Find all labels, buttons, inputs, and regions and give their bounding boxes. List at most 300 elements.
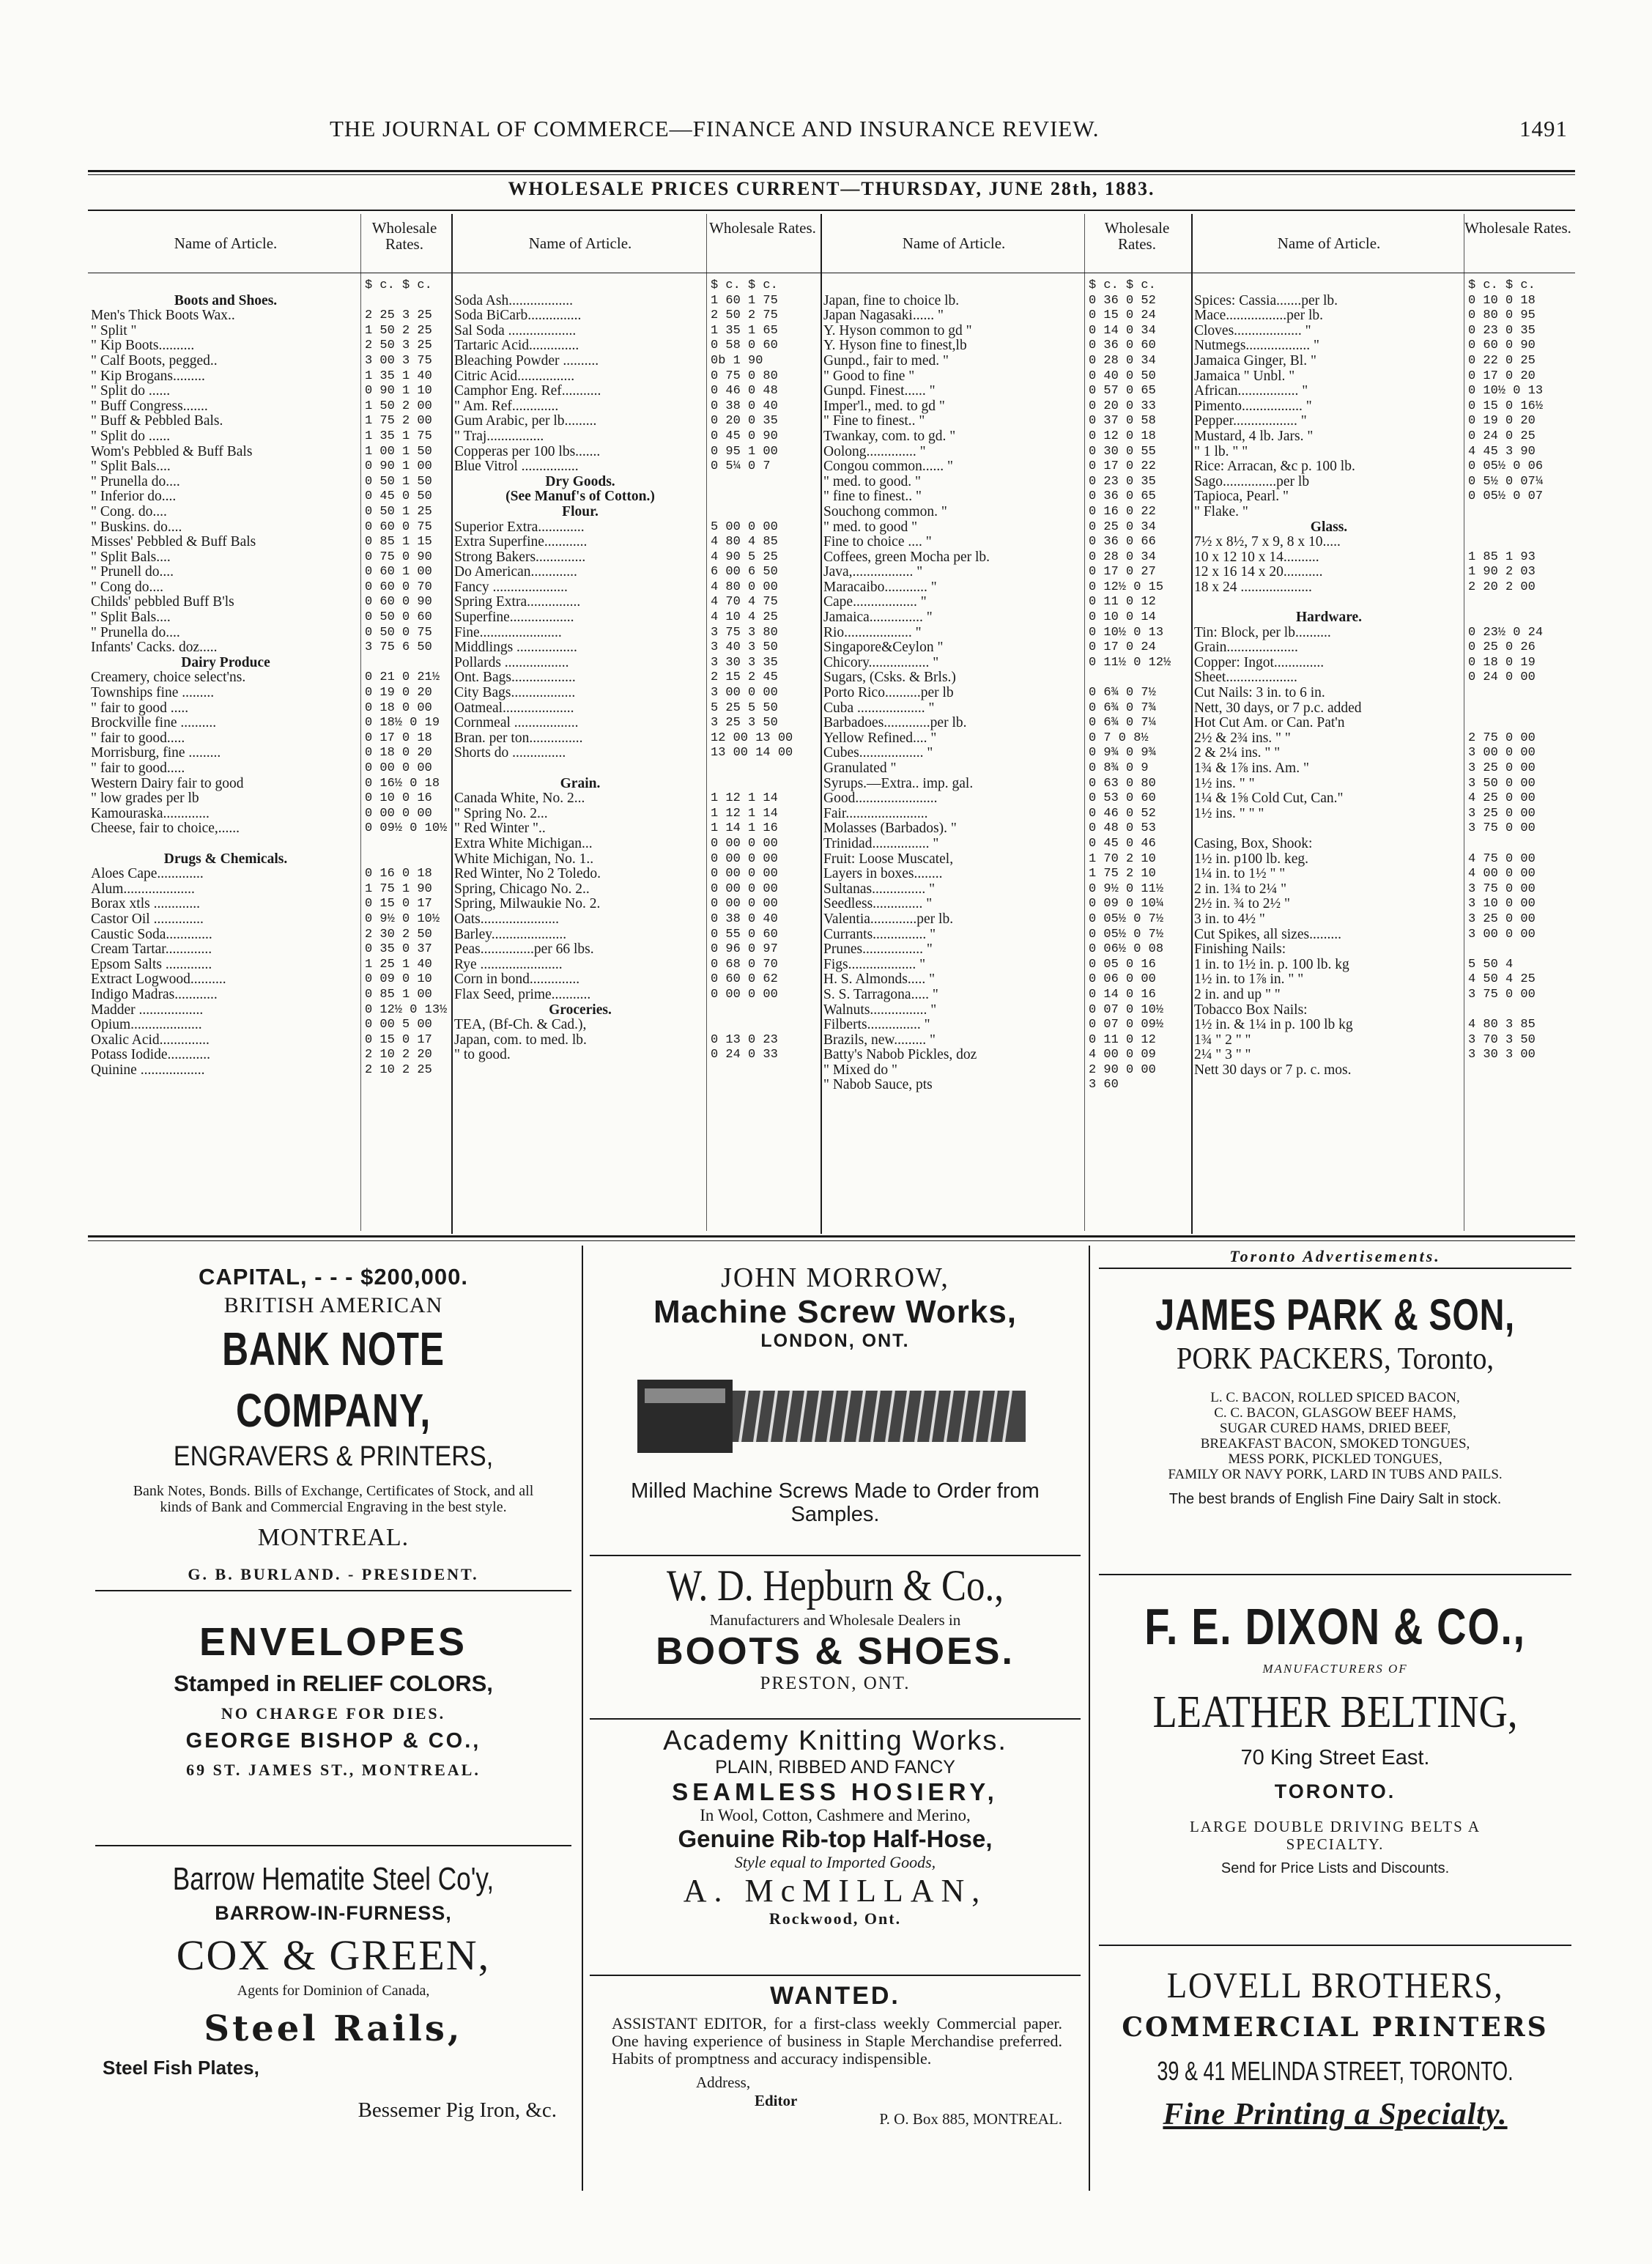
price-row — [91, 897, 448, 912]
ad-separator — [590, 1718, 1081, 1720]
article-name: " Prunell do.... — [91, 565, 174, 580]
article-name: Java,................. " — [823, 565, 923, 580]
price-row — [454, 610, 819, 626]
article-name: 10 x 12 10 x 14.......... — [1194, 550, 1319, 565]
price-row — [454, 942, 819, 958]
barrow-ad — [92, 1861, 575, 2123]
wholesale-rate: 0 17 0 27 — [1089, 565, 1156, 580]
article-name: Castor Oil .............. — [91, 911, 204, 927]
article-name: Granulated " — [823, 761, 897, 776]
price-column-2 — [454, 214, 819, 1231]
article-name: Grain.................... — [1194, 640, 1298, 656]
article-name: 1½ in. p100 lb. keg. — [1194, 851, 1308, 867]
price-row — [1194, 701, 1572, 717]
price-row — [91, 595, 448, 610]
price-row — [823, 1063, 1190, 1079]
wanted-address-label: Address, — [696, 2074, 751, 2091]
wholesale-rate: 0 00 0 00 — [711, 851, 778, 866]
wholesale-rate: 0 68 0 70 — [711, 957, 778, 972]
wholesale-rate: 0 9½ 0 11½ — [1089, 881, 1164, 896]
dixon-city: TORONTO. — [1274, 1780, 1396, 1802]
price-row — [91, 837, 448, 852]
article-name: Red Winter, No 2 Toledo. — [454, 867, 601, 882]
wholesale-rate: 0 57 0 65 — [1089, 384, 1156, 399]
price-row — [454, 716, 819, 731]
wholesale-rate: 4 80 0 00 — [711, 580, 778, 594]
bank-city: MONTREAL. — [257, 1524, 410, 1551]
price-row — [91, 339, 448, 354]
price-row — [1194, 595, 1572, 610]
park-name: JAMES PARK & SON, — [1155, 1290, 1515, 1339]
column-header — [454, 214, 819, 273]
price-row — [823, 686, 1190, 701]
price-row — [454, 1048, 819, 1063]
price-row — [454, 1033, 819, 1048]
price-row — [1194, 626, 1572, 641]
article-name: 2½ & 2¾ ins. " " — [1194, 730, 1291, 746]
article-name: Shorts do ............... — [454, 746, 566, 761]
price-row — [91, 1048, 448, 1063]
wholesale-rate: 2 30 2 50 — [365, 927, 432, 942]
article-name: Cream Tartar............. — [91, 942, 212, 958]
wholesale-rate: 0 12½ 0 13½ — [365, 1002, 448, 1017]
article-name: Madder .................. — [91, 1002, 204, 1018]
price-row — [823, 912, 1190, 928]
price-row — [823, 278, 1190, 294]
wanted-editor: Editor — [755, 2092, 798, 2109]
wholesale-rate: 1 35 1 65 — [711, 323, 778, 338]
wholesale-rate: 4 25 0 00 — [1468, 791, 1536, 806]
article-name: Cape.................. " — [823, 595, 927, 610]
article-name: 2 & 2¼ ins. " " — [1194, 746, 1281, 761]
article-name: Filberts............... " — [823, 1018, 930, 1033]
article-name: Extra Superfine............ — [454, 535, 588, 550]
article-name: " Split Bals.... — [91, 459, 171, 475]
wholesale-rate: 0 05½ 0 7½ — [1089, 927, 1164, 942]
wholesale-rate: 0 8¾ 0 9 — [1089, 761, 1149, 775]
article-name: Flour. — [562, 504, 599, 519]
price-row — [823, 1003, 1190, 1018]
price-row — [454, 656, 819, 671]
wholesale-rate: 0 60 1 00 — [365, 565, 432, 580]
article-name: Currants............... " — [823, 927, 936, 942]
price-row — [823, 445, 1190, 460]
price-row — [823, 324, 1190, 339]
price-row — [91, 1063, 448, 1079]
section-heading — [91, 852, 448, 868]
wholesale-rate: 0 24 0 33 — [711, 1048, 778, 1062]
wholesale-rate: 0 07 0 10½ — [1089, 1002, 1164, 1017]
price-row — [454, 1018, 819, 1033]
wholesale-rate: 5 25 5 50 — [711, 700, 778, 715]
wholesale-rate: 3 25 3 50 — [711, 716, 778, 730]
article-name: 1¾ & 1⅞ ins. Am. " — [1194, 761, 1309, 776]
price-row — [454, 595, 819, 610]
price-row — [91, 821, 448, 837]
article-name: Hot Cut Am. or Can. Pat'n — [1194, 716, 1345, 731]
price-row — [1194, 1048, 1572, 1063]
price-row — [823, 791, 1190, 807]
article-name: Japan, com. to med. lb. — [454, 1032, 587, 1048]
price-row — [1194, 837, 1572, 852]
wholesale-rate: 0 11 0 12 — [1089, 595, 1156, 610]
article-name: 2¼ " 3 " " — [1194, 1048, 1251, 1063]
price-row — [1194, 324, 1572, 339]
envelopes-line2: NO CHARGE FOR DIES. — [221, 1704, 446, 1723]
morrow-ad — [586, 1262, 1084, 1526]
wholesale-rate: 0 05½ 0 7½ — [1089, 911, 1164, 926]
bank-capital: CAPITAL, - - - $200,000. — [199, 1264, 468, 1290]
article-name: Indigo Madras............ — [91, 987, 218, 1002]
article-name: Canada White, No. 2... — [454, 791, 585, 807]
wholesale-rate: 1 70 2 10 — [1089, 851, 1156, 866]
article-name: Grain. — [560, 776, 601, 791]
wholesale-rate: 0 12 0 18 — [1089, 429, 1156, 443]
wholesale-rate: 0 24 0 00 — [1468, 670, 1536, 685]
price-row — [91, 445, 448, 460]
wholesale-rate: 0 21 0 21½ — [365, 670, 440, 685]
wholesale-rate: 0 09 0 10¼ — [1089, 897, 1164, 911]
column-divider — [451, 214, 453, 1234]
article-name: Drugs & Chemicals. — [163, 851, 288, 867]
wholesale-rate: 0 90 1 00 — [365, 459, 432, 474]
price-row — [454, 550, 819, 566]
wholesale-rate: 2 20 2 00 — [1468, 580, 1536, 594]
article-name: 2 in. and up " " — [1194, 987, 1281, 1002]
article-name: Groceries. — [549, 1002, 612, 1018]
price-row — [823, 505, 1190, 520]
wholesale-rate — [706, 489, 819, 505]
barrow-plates: Steel Fish Plates, — [103, 2057, 259, 2079]
price-row — [454, 339, 819, 354]
price-row — [1194, 1033, 1572, 1048]
price-row — [454, 626, 819, 641]
article-name: " Split Bals.... — [91, 610, 171, 626]
article-name: 1½ in. & 1¼ in p. 100 lb kg — [1194, 1018, 1353, 1033]
price-row — [823, 1033, 1190, 1048]
article-name: Fruit: Loose Muscatel, — [823, 851, 954, 867]
price-row — [454, 686, 819, 701]
article-name: Misses' Pebbled & Buff Bals — [91, 535, 256, 550]
price-row — [454, 928, 819, 943]
wholesale-rate: 4 75 0 00 — [1468, 851, 1536, 866]
academy-title: Academy Knitting Works. — [663, 1725, 1007, 1756]
article-name: " Flake. " — [1194, 504, 1248, 519]
bank-name: BANK NOTE COMPANY, — [222, 1322, 445, 1437]
article-name: " Kip Brogans......... — [91, 369, 205, 384]
price-row — [454, 958, 819, 973]
wholesale-rate: 0 60 0 90 — [365, 595, 432, 610]
wholesale-rate: 0 09½ 0 10½ — [365, 821, 448, 836]
price-row — [1194, 686, 1572, 701]
wholesale-rate: 5 00 0 00 — [711, 519, 778, 534]
price-rows — [823, 278, 1190, 1093]
price-row — [823, 807, 1190, 822]
wholesale-rate: 0 45 0 50 — [365, 489, 432, 504]
wholesale-rate: 0 25 0 34 — [1089, 519, 1156, 534]
article-name: " Buskins. do.... — [91, 519, 182, 535]
article-name: Chicory................. " — [823, 655, 939, 670]
academy-name: A. McMILLAN, — [683, 1873, 988, 1909]
wholesale-rate: 0 23 0 35 — [1089, 474, 1156, 489]
price-row — [454, 852, 819, 868]
price-row — [1194, 550, 1572, 566]
article-name: " Kip Boots.......... — [91, 339, 195, 354]
price-row — [454, 520, 819, 536]
wholesale-rate: 0 05 0 16 — [1089, 957, 1156, 972]
wholesale-rate — [360, 852, 448, 868]
price-row — [1194, 731, 1572, 747]
wholesale-rate: 1 12 1 14 — [711, 791, 778, 806]
wholesale-rate: 0 17 0 22 — [1089, 459, 1156, 474]
wholesale-rate: 1 12 1 14 — [711, 806, 778, 821]
name-of-article-header: Name of Article. — [174, 234, 278, 252]
article-name: Cubes.................. " — [823, 746, 933, 761]
article-name: Townships fine ......... — [91, 686, 215, 701]
article-name: Sheet.................... — [1194, 670, 1297, 686]
wholesale-rate: 3 75 3 80 — [711, 625, 778, 640]
wholesale-rate: 4 00 0 09 — [1089, 1048, 1156, 1062]
article-name: Opium.................... — [91, 1018, 202, 1033]
wholesale-rate: 0 58 0 60 — [711, 339, 778, 353]
article-name: Figs................... " — [823, 957, 926, 972]
price-row — [91, 988, 448, 1003]
price-row — [823, 459, 1190, 475]
article-name: 1 in. to 1½ in. p. 100 lb. kg — [1194, 957, 1349, 972]
lovell-tag: Fine Printing a Specialty. — [1163, 2098, 1508, 2131]
price-row — [823, 928, 1190, 943]
wholesale-rate: 4 00 0 00 — [1468, 867, 1536, 881]
wholesale-rate: 1 35 1 75 — [365, 429, 432, 443]
wholesale-rate: 0 00 0 00 — [711, 867, 778, 881]
price-row — [1194, 791, 1572, 807]
price-row — [823, 565, 1190, 580]
article-name: Barbadoes.............per lb. — [823, 716, 967, 731]
wholesale-rate: 0 50 0 75 — [365, 625, 432, 640]
wholesale-rate: 0 6¾ 0 7¼ — [1089, 716, 1156, 730]
wholesale-rate: 0 7 0 8½ — [1089, 730, 1149, 745]
price-row — [823, 656, 1190, 671]
wholesale-rate: 2 10 2 20 — [365, 1048, 432, 1062]
wholesale-rate: 0 15 0 17 — [365, 897, 432, 911]
wholesale-rate: 0 10 0 16 — [365, 791, 432, 806]
wholesale-rate: 0 63 0 80 — [1089, 776, 1156, 791]
envelopes-ad — [92, 1619, 575, 1780]
wholesale-rate: 0 11 0 12 — [1089, 1032, 1156, 1047]
wholesale-rate: 0b 1 90 — [711, 353, 763, 368]
wholesale-rate: 3 60 — [1089, 1078, 1119, 1092]
barrow-title: Barrow Hematite Steel Co'y, — [172, 1861, 495, 1897]
article-name: Cloves................... " — [1194, 323, 1311, 339]
article-name: Twankay, com. to gd. " — [823, 429, 956, 444]
price-row — [1194, 777, 1572, 792]
article-name: Mustard, 4 lb. Jars. " — [1194, 429, 1314, 444]
article-name: Fair....................... — [823, 806, 928, 821]
price-row — [1194, 278, 1572, 294]
article-name: Epsom Salts ............. — [91, 957, 212, 972]
price-row — [1194, 445, 1572, 460]
price-row — [823, 731, 1190, 747]
article-name: Cheese, fair to choice,...... — [91, 821, 240, 837]
article-name: Soda BiCarb............... — [454, 308, 582, 324]
article-name: Congou common...... " — [823, 459, 953, 475]
article-name: Oolong.............. " — [823, 444, 926, 459]
article-name: Rye ....................... — [454, 957, 563, 972]
article-name: " Am. Ref............. — [454, 399, 559, 414]
wholesale-rate — [360, 294, 448, 309]
wholesale-rate — [1464, 837, 1572, 852]
price-row — [91, 489, 448, 505]
article-name: Sugars, (Csks. & Brls.) — [823, 670, 956, 686]
article-name: 3 in. to 4½ " — [1194, 911, 1265, 927]
article-name: Y. Hyson common to gd " — [823, 323, 972, 339]
price-rows — [1194, 278, 1572, 1078]
price-row — [823, 535, 1190, 550]
price-row — [91, 475, 448, 490]
article-name: Bleaching Powder .......... — [454, 353, 599, 369]
article-name: Dry Goods. — [545, 474, 615, 489]
wholesale-rate: 0 23 0 35 — [1468, 323, 1536, 338]
price-row — [454, 414, 819, 429]
price-row — [1194, 1063, 1572, 1079]
price-row — [823, 821, 1190, 837]
lovell-ad — [1095, 1964, 1575, 2132]
hepburn-city: PRESTON, ONT. — [760, 1673, 911, 1693]
article-name: Cuba ................... " — [823, 700, 935, 716]
table-bottom-rule — [88, 1235, 1575, 1238]
wholesale-rate: 0 14 0 16 — [1089, 987, 1156, 1002]
article-name: Kamouraska............. — [91, 806, 210, 821]
wholesale-rate — [360, 837, 448, 852]
article-name: Spring, Milwaukie No. 2. — [454, 897, 601, 912]
wholesale-rate: 0 50 1 25 — [365, 504, 432, 519]
article-name: Morrisburg, fine ......... — [91, 746, 221, 761]
wholesale-rate: 1 75 2 00 — [365, 414, 432, 429]
wholesale-rate: 0 05½ 0 06 — [1468, 459, 1544, 474]
price-row — [823, 761, 1190, 777]
article-name: Rio................... " — [823, 625, 922, 640]
price-column-1 — [91, 214, 448, 1231]
price-row — [454, 354, 819, 369]
price-row — [454, 640, 819, 656]
article-name: Barley..................... — [454, 927, 567, 942]
price-row — [823, 475, 1190, 490]
price-row — [91, 278, 448, 294]
price-row — [91, 505, 448, 520]
morrow-name: JOHN MORROW, — [721, 1262, 949, 1293]
section-heading — [454, 777, 819, 792]
dixon-line1: MANUFACTURERS OF — [1262, 1662, 1408, 1676]
article-name: Syrups.—Extra.. imp. gal. — [823, 776, 974, 791]
article-name: Men's Thick Boots Wax.. — [91, 308, 235, 324]
lovell-addr: 39 & 41 MELINDA STREET, TORONTO. — [1157, 2056, 1514, 2086]
dixon-title: LEATHER BELTING, — [1152, 1687, 1518, 1737]
wholesale-rate: 0 17 0 18 — [365, 730, 432, 745]
article-name: Layers in boxes........ — [823, 867, 943, 882]
article-name: Imper'l., med. to gd " — [823, 399, 945, 414]
price-row — [823, 384, 1190, 399]
wholesale-rate: 0 46 0 48 — [711, 384, 778, 399]
section-heading — [91, 656, 448, 671]
price-row — [91, 354, 448, 369]
price-rows — [91, 278, 448, 1078]
price-row — [823, 958, 1190, 973]
article-name: " Fine to finest.. " — [823, 414, 925, 429]
article-name — [1194, 821, 1464, 837]
article-name: Yellow Refined.... " — [823, 730, 937, 746]
price-row — [1194, 852, 1572, 868]
price-row — [823, 429, 1190, 445]
wholesale-rate: 2 10 2 25 — [365, 1062, 432, 1077]
article-name: " Buff Congress....... — [91, 399, 208, 414]
name-of-article-header: Name of Article. — [1277, 234, 1381, 252]
article-name: Spring Extra............... — [454, 595, 581, 610]
article-name: 1½ in. to 1⅞ in. " " — [1194, 972, 1304, 988]
article-name: Walnuts................ " — [823, 1002, 937, 1018]
article-name: H. S. Almonds..... " — [823, 972, 936, 988]
envelopes-line1: Stamped in RELIEF COLORS, — [174, 1671, 493, 1696]
article-name: Sal Soda ................... — [454, 323, 577, 339]
article-name: Alum.................... — [91, 881, 195, 897]
wholesale-rate: 3 30 3 35 — [711, 655, 778, 670]
wholesale-rate: 3 40 3 50 — [711, 640, 778, 655]
wholesale-rate: 0 00 0 00 — [711, 881, 778, 896]
price-row — [1194, 308, 1572, 324]
wholesale-rate: 1 14 1 16 — [711, 821, 778, 836]
article-name: Pollards .................. — [454, 655, 569, 670]
wholesale-rate: 0 90 1 10 — [365, 384, 432, 399]
article-name: " fair to good..... — [91, 761, 185, 776]
article-name: Corn in bond.............. — [454, 972, 580, 988]
price-row — [91, 1003, 448, 1018]
price-row — [1194, 459, 1572, 475]
wholesale-rate: $ c. $ c. — [711, 278, 778, 292]
price-row — [91, 580, 448, 596]
price-row — [91, 972, 448, 988]
wholesale-rate: 0 60 0 70 — [365, 580, 432, 594]
price-row — [1194, 489, 1572, 505]
wholesale-rate — [706, 761, 819, 777]
price-row — [454, 972, 819, 988]
ad-separator — [95, 1590, 571, 1591]
wholesale-rate: 0 9½ 0 10½ — [365, 911, 440, 926]
wholesale-rate: 0 16½ 0 18 — [365, 776, 440, 791]
barrow-iron: Bessemer Pig Iron, &c. — [358, 2098, 557, 2122]
price-row — [1194, 384, 1572, 399]
hepburn-name: W. D. Hepburn & Co., — [667, 1561, 1004, 1610]
article-name: TEA, (Bf-Ch. & Cad.), — [454, 1018, 587, 1033]
article-name: Coffees, green Mocha per lb. — [823, 550, 990, 565]
article-name: Rice: Arracan, &c p. 100 lb. — [1194, 459, 1355, 475]
article-name: Japan, fine to choice lb. — [823, 293, 960, 308]
article-name: 7½ x 8½, 7 x 9, 8 x 10..... — [1194, 535, 1341, 550]
price-row — [823, 1078, 1190, 1093]
ad-separator — [1099, 1574, 1571, 1575]
price-row — [454, 445, 819, 460]
article-name: Flax Seed, prime........... — [454, 987, 591, 1002]
price-banner: WHOLESALE PRICES CURRENT—THURSDAY, JUNE 28th, 1883. — [508, 178, 1155, 199]
price-row — [1194, 912, 1572, 928]
dixon-name: F. E. DIXON & CO., — [1144, 1598, 1526, 1655]
wholesale-rate: 0 00 0 00 — [365, 761, 432, 775]
price-row — [1194, 972, 1572, 988]
price-row — [823, 1048, 1190, 1063]
wholesale-rate — [1464, 535, 1572, 550]
price-row — [91, 535, 448, 550]
price-row — [454, 324, 819, 339]
article-name: " low grades per lb — [91, 791, 199, 807]
article-name: Brazils, new......... " — [823, 1032, 936, 1048]
